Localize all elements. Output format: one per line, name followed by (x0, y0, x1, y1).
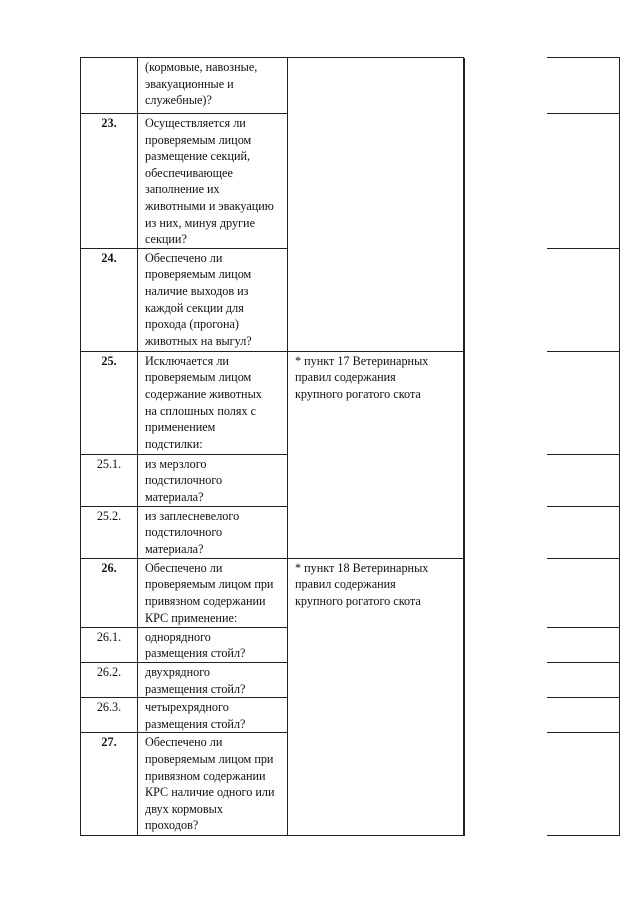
answer-cell (465, 506, 547, 558)
item-number (81, 58, 138, 114)
item-number: 26.2. (81, 662, 138, 697)
answer-cell (465, 558, 547, 627)
legal-basis: * пункт 18 Ветеринарных правил содержания крупного рогатого скота (288, 558, 464, 836)
comment-cell (547, 58, 620, 114)
comment-cell (547, 698, 620, 733)
requirement-question: из мерзлого подстилочного материала? (138, 454, 288, 506)
answer-cell (465, 733, 547, 836)
table-row (81, 58, 620, 114)
legal-basis: * пункт 17 Ветеринарных правил содержания крупного рогатого скота (288, 351, 464, 558)
item-number: 26.1. (81, 627, 138, 662)
answer-cell (465, 114, 547, 249)
requirement-question: четырехрядного размещения стойл? (138, 698, 288, 733)
answer-cell (465, 248, 547, 351)
answer-cell (465, 351, 547, 454)
table-row (81, 351, 620, 454)
item-number: 25. (81, 351, 138, 454)
requirement-question: двухрядного размещения стойл? (138, 662, 288, 697)
comment-cell (547, 351, 620, 454)
item-number: 27. (81, 733, 138, 836)
checklist-table (80, 57, 620, 836)
comment-cell (547, 506, 620, 558)
item-number: 23. (81, 114, 138, 249)
answer-cell (465, 698, 547, 733)
item-number: 25.1. (81, 454, 138, 506)
checklist-body (81, 58, 620, 836)
legal-basis (288, 58, 464, 352)
item-number: 24. (81, 248, 138, 351)
requirement-question: Обеспечено ли проверяемым лицом при привязном содержании КРС наличие одного или двух кормовых проходов? (138, 733, 288, 836)
item-number: 25.2. (81, 506, 138, 558)
item-number: 26. (81, 558, 138, 627)
requirement-question: из заплесневелого подстилочного материала? (138, 506, 288, 558)
requirement-question: Исключается ли проверяемым лицом содержание животных на сплошных полях с применением подстилки: (138, 351, 288, 454)
requirement-question: Обеспечено ли проверяемым лицом наличие выходов из каждой секции для прохода (прогона) животных на выгул? (138, 248, 288, 351)
item-number: 26.3. (81, 698, 138, 733)
table-row (81, 558, 620, 627)
comment-cell (547, 248, 620, 351)
requirement-question: Обеспечено ли проверяемым лицом при привязном содержании КРС применение: (138, 558, 288, 627)
comment-cell (547, 114, 620, 249)
requirement-question: Осуществляется ли проверяемым лицом размещение секций, обеспечивающее заполнение их животными и эвакуацию из них, минуя другие секции? (138, 114, 288, 249)
requirement-question: (кормовые, навозные, эвакуационные и служебные)? (138, 58, 288, 114)
comment-cell (547, 662, 620, 697)
comment-cell (547, 558, 620, 627)
answer-cell (465, 662, 547, 697)
answer-cell (465, 454, 547, 506)
comment-cell (547, 454, 620, 506)
requirement-question: однорядного размещения стойл? (138, 627, 288, 662)
comment-cell (547, 733, 620, 836)
answer-cell (465, 58, 547, 114)
comment-cell (547, 627, 620, 662)
answer-cell (465, 627, 547, 662)
